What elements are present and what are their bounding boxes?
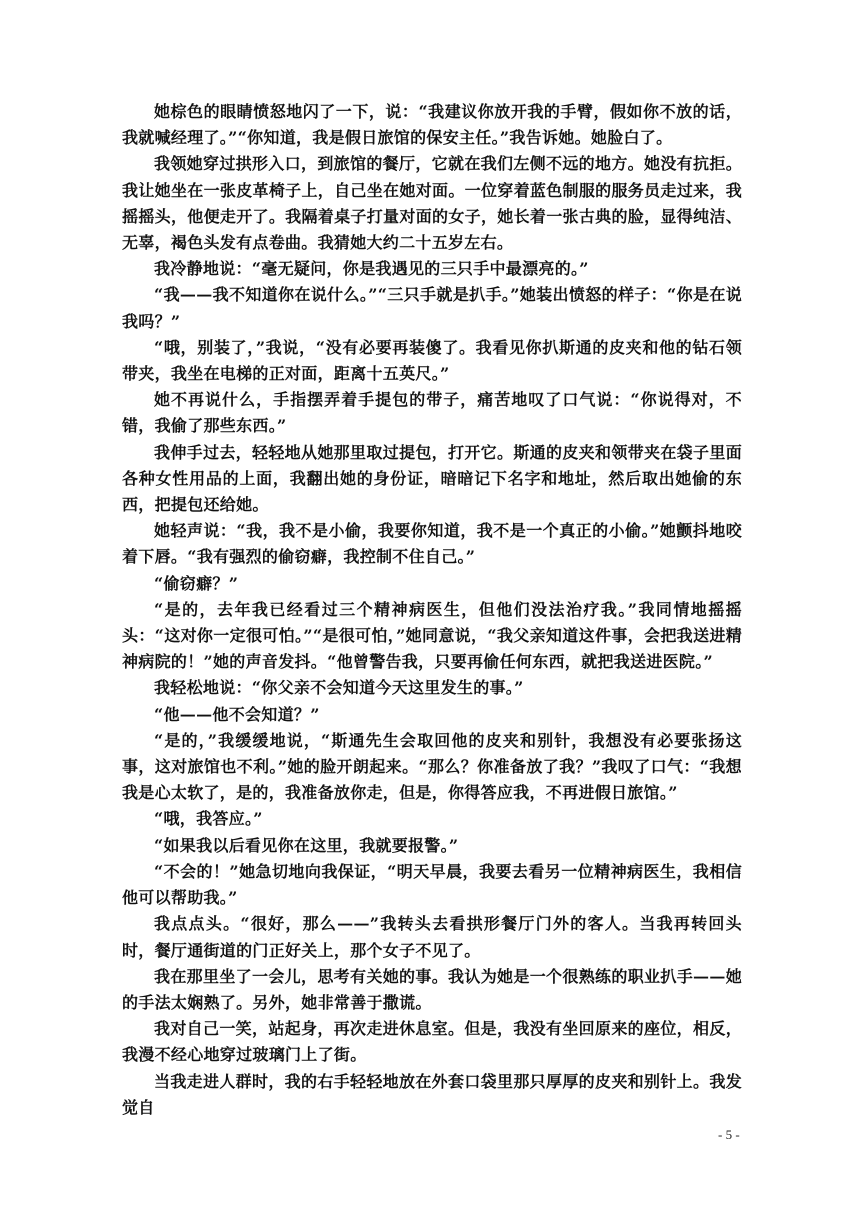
paragraph-13: “是的，”我缓缓地说，“斯通先生会取回他的皮夹和别针，我想没有必要张扬这事，这对旅馆也不利。”她的脸开朗起来。“那么？你准备放了我？”我叹了口气：“我想我是心太软了，是的，我准备放你走，但是，你得答应我，不再进假日旅馆。” [122,730,742,803]
paragraph-16: “不会的！”她急切地向我保证，“明天早晨，我要去看另一位精神病医生，我相信他可以帮助我。” [122,861,742,908]
paragraph-12: “他——他不会知道？” [154,704,320,724]
paragraph-19: 我对自己一笑，站起身，再次走进休息室。但是，我没有坐回原来的座位，相反，我漫不经心地穿过玻璃门上了街。 [122,1019,742,1065]
paragraph-18: 我在那里坐了一会儿，思考有关她的事。我认为她是一个很熟练的职业扒手——她的手法太娴熟了。另外，她非常善于撒谎。 [122,966,742,1012]
paragraph-17: 我点点头。“很好，那么——”我转头去看拱形餐厅门外的客人。当我再转回头时，餐厅通街道的门正好关上，那个女子不见了。 [122,914,742,960]
page-number: - 5 - [718,1127,740,1142]
paragraph-2: 我领她穿过拱形入口，到旅馆的餐厅，它就在我们左侧不远的地方。她没有抗拒。我让她坐在一张皮革椅子上，自己坐在她对面。一位穿着蓝色制服的服务员走过来，我摇摇头，他便走开了。我隔着桌子打量对面的女子，她长着一张古典的脸，显得纯洁、无辜，褐色头发有点卷曲。我猜她大约二十五岁左右。 [122,154,742,253]
paragraph-3: 我冷静地说：“毫无疑问，你是我遇见的三只手中最漂亮的。” [154,259,589,279]
paragraph-15: “如果我以后看见你在这里，我就要报警。” [154,835,459,855]
paragraph-11: 我轻松地说：“你父亲不会知道今天这里发生的事。” [154,678,524,698]
paragraph-7: 我伸手过去，轻轻地从她那里取过提包，打开它。斯通的皮夹和领带夹在袋子里面各种女性用品的上面，我翻出她的身份证，暗暗记下名字和地址，然后取出她偷的东西，把提包还给她。 [122,442,742,515]
paragraph-20: 当我走进人群时，我的右手轻轻地放在外套口袋里那只厚厚的皮夹和别针上。我发觉自 [122,1071,742,1117]
paragraph-8: 她轻声说：“我，我不是小偷，我要你知道，我不是一个真正的小偷。”她颤抖地咬着下唇。“我有强烈的偷窃癖，我控制不住自己。” [122,521,742,567]
paragraph-1: 她棕色的眼睛愤怒地闪了一下，说：“我建议你放开我的手臂，假如你不放的话，我就喊经理了。”“你知道，我是假日旅馆的保安主任。”我告诉她。她脸白了。 [122,102,742,148]
paragraph-10: “是的，去年我已经看过三个精神病医生，但他们没法治疗我。”我同情地摇摇头：“这对你一定很可怕。”“是很可怕，”她同意说，“我父亲知道这件事，会把我送进精神病院的！”她的声音发抖。“他曾警告我，只要再偷任何东西，就把我送进医院。” [122,599,742,672]
paragraph-6: 她不再说什么，手指摆弄着手提包的带子，痛苦地叹了口气说：“你说得对，不错，我偷了那些东西。” [122,390,742,436]
body-text [122,99,742,1121]
paragraph-14: “哦，我答应。” [154,809,263,829]
paragraph-9: “偷窃癖？” [154,573,239,593]
paragraph-4: “我——我不知道你在说什么。”“三只手就是扒手。”她装出愤怒的样子：“你是在说我吗？” [122,285,742,331]
paragraph-5: “哦，别装了，”我说，“没有必要再装傻了。我看见你扒斯通的皮夹和他的钻石领带夹，我坐在电梯的正对面，距离十五英尺。” [122,337,742,384]
